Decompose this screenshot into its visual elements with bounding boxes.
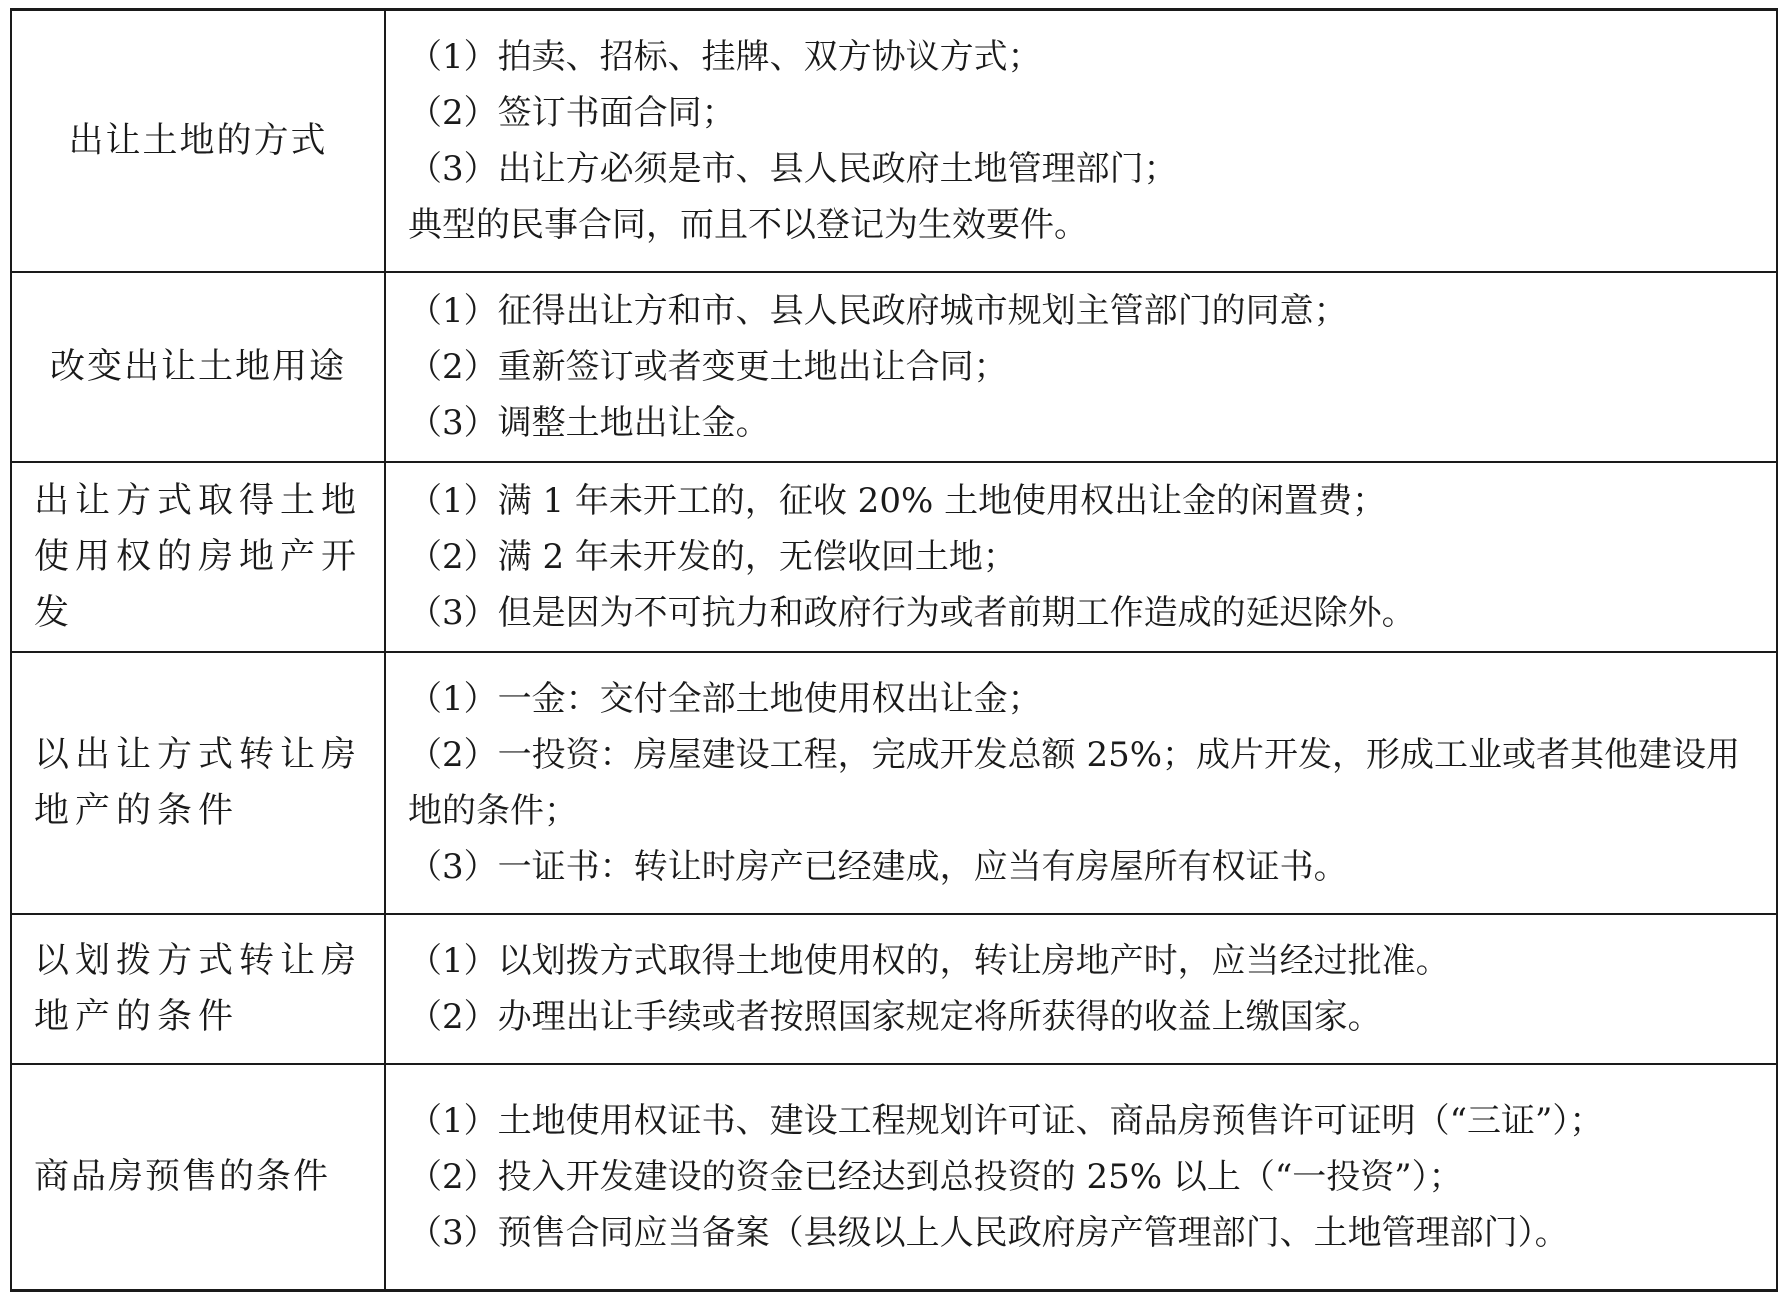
content-line: （1）一金：交付全部土地使用权出让金； xyxy=(408,678,1042,719)
content-line: （3）出让方必须是市、县人民政府土地管理部门； xyxy=(408,148,1178,189)
content-line: （1）拍卖、招标、挂牌、双方协议方式； xyxy=(408,36,1042,77)
content-line: （3）预售合同应当备案（县级以上人民政府房产管理部门、土地管理部门）。 xyxy=(408,1212,1569,1253)
table-row xyxy=(11,272,1777,462)
row-label-cell xyxy=(11,10,385,272)
row-content-cell xyxy=(385,1064,1777,1291)
table-row xyxy=(11,462,1777,652)
table-row xyxy=(11,914,1777,1064)
row-label: 以出让方式转让房地产的条件 xyxy=(34,734,363,831)
row-label: 改变出让土地用途 xyxy=(49,346,346,387)
content-line: （2）投入开发建设的资金已经达到总投资的 25% 以上（“一投资”）； xyxy=(408,1156,1463,1197)
content-line: （2）签订书面合同； xyxy=(408,92,736,133)
content-line: （1）土地使用权证书、建设工程规划许可证、商品房预售许可证明（“三证”）； xyxy=(408,1100,1604,1141)
row-content-cell xyxy=(385,652,1777,914)
row-label: 出让方式取得土地使用权的房地产开发 xyxy=(34,480,363,633)
row-label-cell xyxy=(11,652,385,914)
row-content-cell xyxy=(385,462,1777,652)
row-content-cell xyxy=(385,272,1777,462)
content-line: 典型的民事合同，而且不以登记为生效要件。 xyxy=(408,204,1088,245)
content-line: （1）以划拨方式取得土地使用权的，转让房地产时，应当经过批准。 xyxy=(408,940,1450,981)
content-line: （1）征得出让方和市、县人民政府城市规划主管部门的同意； xyxy=(408,290,1348,331)
content-line: （2）办理出让手续或者按照国家规定将所获得的收益上缴国家。 xyxy=(408,996,1382,1037)
table-row xyxy=(11,1064,1777,1291)
content-line: （1）满 1 年未开工的，征收 20% 土地使用权出让金的闲置费； xyxy=(408,480,1387,521)
content-line: （3）但是因为不可抗力和政府行为或者前期工作造成的延迟除外。 xyxy=(408,592,1416,633)
law-summary-table xyxy=(10,8,1778,1292)
row-label: 商品房预售的条件 xyxy=(34,1156,331,1197)
row-label-cell xyxy=(11,914,385,1064)
content-line: （2）重新签订或者变更土地出让合同； xyxy=(408,346,1008,387)
row-content-cell xyxy=(385,914,1777,1064)
row-label: 以划拨方式转让房地产的条件 xyxy=(34,940,363,1037)
row-content-cell xyxy=(385,10,1777,272)
row-label: 出让土地的方式 xyxy=(68,120,328,161)
row-label-cell xyxy=(11,1064,385,1291)
content-line: （2）满 2 年未开发的，无偿收回土地； xyxy=(408,536,1017,577)
row-label-cell xyxy=(11,272,385,462)
content-line: （2）一投资：房屋建设工程，完成开发总额 25%；成片开发，形成工业或者其他建设用地的条件； xyxy=(408,734,1741,831)
table-row xyxy=(11,652,1777,914)
row-label-cell xyxy=(11,462,385,652)
content-line: （3）调整土地出让金。 xyxy=(408,402,770,443)
table-row xyxy=(11,10,1777,272)
content-line: （3）一证书：转让时房产已经建成，应当有房屋所有权证书。 xyxy=(408,846,1348,887)
